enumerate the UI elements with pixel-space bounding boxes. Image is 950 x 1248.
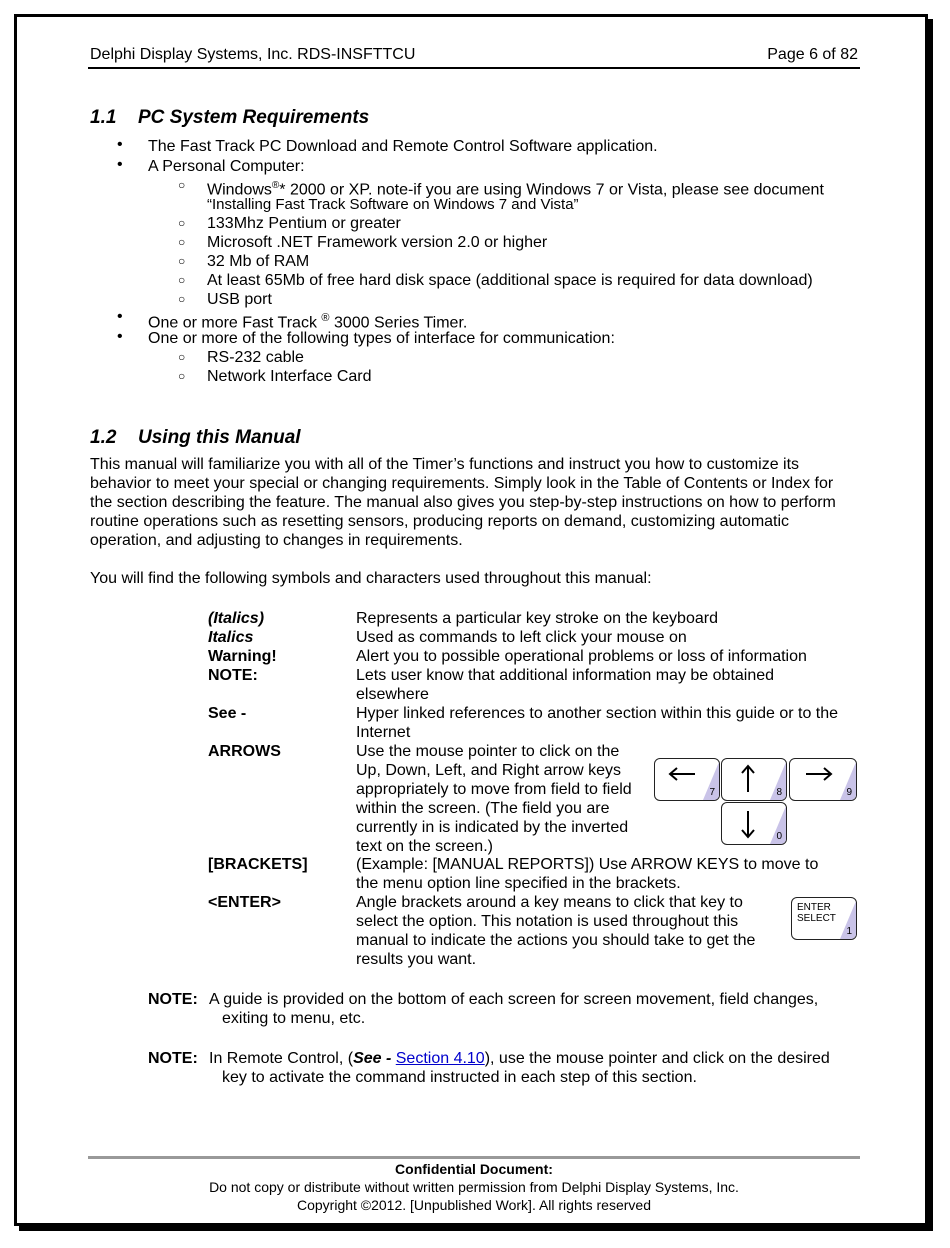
left-arrow-icon — [667, 767, 697, 781]
bullet-icon: • — [117, 328, 123, 345]
circle-bullet-icon: ○ — [178, 369, 186, 383]
symbol-desc: within the screen. (The field you are — [356, 800, 610, 817]
paragraph-line: behavior to meet your special or changing requirements. Simply look in the Table of Contents or Index for — [90, 475, 834, 492]
note-text: exiting to menu, etc. — [222, 1010, 366, 1027]
key-number: 1 — [846, 926, 852, 937]
note-label: NOTE: — [148, 991, 198, 1008]
text: In Remote Control, ( — [209, 1050, 354, 1067]
symbol-desc: Up, Down, Left, and Right arrow keys — [356, 762, 622, 779]
paragraph-line: the section describing the feature. The manual also gives you step-by-step instructions on how to perform — [90, 494, 836, 511]
note-text: A guide is provided on the bottom of each screen for screen movement, field changes, — [209, 991, 819, 1008]
symbol-term: [BRACKETS] — [208, 856, 308, 873]
paragraph-line: routine operations such as resetting sensors, producing reports on demand, customizing automatic — [90, 513, 790, 530]
symbol-desc: currently in is indicated by the inverted — [356, 819, 629, 836]
symbol-term: See - — [208, 705, 247, 722]
list-item: 133Mhz Pentium or greater — [207, 215, 401, 232]
text: * 2000 or XP. note-if you are using Windows 7 or Vista, please see document — [279, 181, 824, 199]
symbol-term: (Italics) — [208, 610, 265, 627]
note-label: NOTE: — [148, 1050, 198, 1067]
paragraph-line: You will find the following symbols and characters used throughout this manual: — [90, 570, 652, 587]
right-arrow-key[interactable] — [789, 758, 857, 801]
symbol-term: Italics — [208, 629, 254, 646]
symbol-desc: results you want. — [356, 951, 477, 968]
circle-bullet-icon: ○ — [178, 178, 186, 192]
note-text — [209, 1049, 830, 1068]
symbol-desc: Used as commands to left click your mouse on — [356, 629, 687, 646]
paragraph-line: operation, and adjusting to changes in requirements. — [90, 532, 463, 549]
up-arrow-icon — [740, 764, 756, 794]
section-title-text: Using this Manual — [138, 427, 301, 448]
symbol-desc: elsewhere — [356, 686, 429, 703]
list-item: A Personal Computer: — [148, 158, 305, 175]
key-number: 8 — [776, 787, 782, 798]
symbol-desc: the menu option line specified in the brackets. — [356, 875, 681, 892]
header-rule — [88, 67, 860, 69]
paragraph-line: This manual will familiarize you with all of the Timer’s functions and instruct you how to customize its — [90, 456, 800, 473]
symbol-desc: Use the mouse pointer to click on the — [356, 743, 620, 760]
key-number: 9 — [846, 787, 852, 798]
bullet-icon: • — [117, 308, 123, 325]
list-item: USB port — [207, 291, 272, 308]
list-item-continuation: “Installing Fast Track Software on Windows 7 and Vista” — [207, 196, 579, 213]
symbol-desc: Internet — [356, 724, 411, 741]
text: 3000 Series Timer. — [329, 314, 468, 332]
registered-mark: ® — [321, 312, 330, 324]
left-arrow-key[interactable] — [654, 758, 720, 801]
section-number: 1.1 — [90, 107, 117, 128]
bullet-icon: • — [117, 136, 123, 153]
key-number: 0 — [776, 831, 782, 842]
list-item: The Fast Track PC Download and Remote Control Software application. — [148, 138, 658, 155]
symbol-desc: Lets user know that additional information may be obtained — [356, 667, 775, 684]
key-label — [797, 902, 836, 924]
symbol-desc: manual to indicate the actions you should take to get the — [356, 932, 756, 949]
footer-title: Confidential Document: — [395, 1161, 553, 1177]
header-page-number: Page 6 of 82 — [767, 46, 858, 63]
symbol-desc: select the option. This notation is used throughout this — [356, 913, 739, 930]
text: Windows — [207, 181, 272, 199]
down-arrow-key[interactable] — [721, 802, 787, 845]
circle-bullet-icon: ○ — [178, 350, 186, 364]
symbol-desc: Alert you to possible operational problems or loss of information — [356, 648, 807, 665]
symbol-desc: Hyper linked references to another section within this guide or to the — [356, 705, 839, 722]
section-number: 1.2 — [90, 427, 117, 448]
note-text: key to activate the command instructed in each step of this section. — [222, 1069, 697, 1086]
up-arrow-key[interactable] — [721, 758, 787, 801]
list-item: One or more of the following types of interface for communication: — [148, 330, 615, 347]
list-item: Microsoft .NET Framework version 2.0 or higher — [207, 234, 548, 251]
see-reference: See - — [353, 1050, 396, 1067]
circle-bullet-icon: ○ — [178, 235, 186, 249]
section-1-2-title — [90, 427, 301, 449]
footer-line: Copyright ©2012. [Unpublished Work]. All rights reserved — [296, 1197, 651, 1213]
key-number: 7 — [709, 787, 715, 798]
enter-select-key[interactable] — [791, 897, 857, 940]
list-item: RS-232 cable — [207, 349, 304, 366]
footer-line: Do not copy or distribute without written permission from Delphi Display Systems, Inc. — [209, 1179, 739, 1195]
key-label-line: ENTER — [797, 902, 831, 913]
section-1-1-title — [90, 107, 369, 129]
list-item: Network Interface Card — [207, 368, 372, 385]
symbol-term: NOTE: — [208, 667, 258, 684]
circle-bullet-icon: ○ — [178, 254, 186, 268]
symbol-desc: Represents a particular key stroke on the keyboard — [356, 610, 718, 627]
symbol-desc: appropriately to move from field to field — [356, 781, 632, 798]
footer-rule — [88, 1156, 860, 1159]
symbol-desc: text on the screen.) — [356, 838, 493, 855]
down-arrow-icon — [740, 809, 756, 839]
list-item: 32 Mb of RAM — [207, 253, 310, 270]
symbol-term: Warning! — [208, 648, 277, 665]
symbol-term: ARROWS — [208, 743, 281, 760]
header-doc-id: Delphi Display Systems, Inc. RDS-INSFTTCU — [90, 46, 416, 63]
symbol-term: <ENTER> — [208, 894, 281, 911]
circle-bullet-icon: ○ — [178, 216, 186, 230]
right-arrow-icon — [804, 767, 834, 781]
circle-bullet-icon: ○ — [178, 292, 186, 306]
text: ), use the mouse pointer and click on the desired — [484, 1050, 830, 1067]
registered-mark: ® — [271, 180, 280, 191]
section-4-10-link[interactable]: Section 4.10 — [395, 1050, 485, 1067]
key-label-line: SELECT — [797, 913, 836, 924]
list-item: At least 65Mb of free hard disk space (additional space is required for data download) — [207, 272, 813, 289]
circle-bullet-icon: ○ — [178, 273, 186, 287]
symbol-desc: (Example: [MANUAL REPORTS]) Use ARROW KEYS to move to — [356, 856, 819, 873]
symbol-desc: Angle brackets around a key means to click that key to — [356, 894, 743, 911]
bullet-icon: • — [117, 156, 123, 173]
section-title-text: PC System Requirements — [138, 107, 370, 128]
text: One or more Fast Track — [148, 314, 322, 332]
